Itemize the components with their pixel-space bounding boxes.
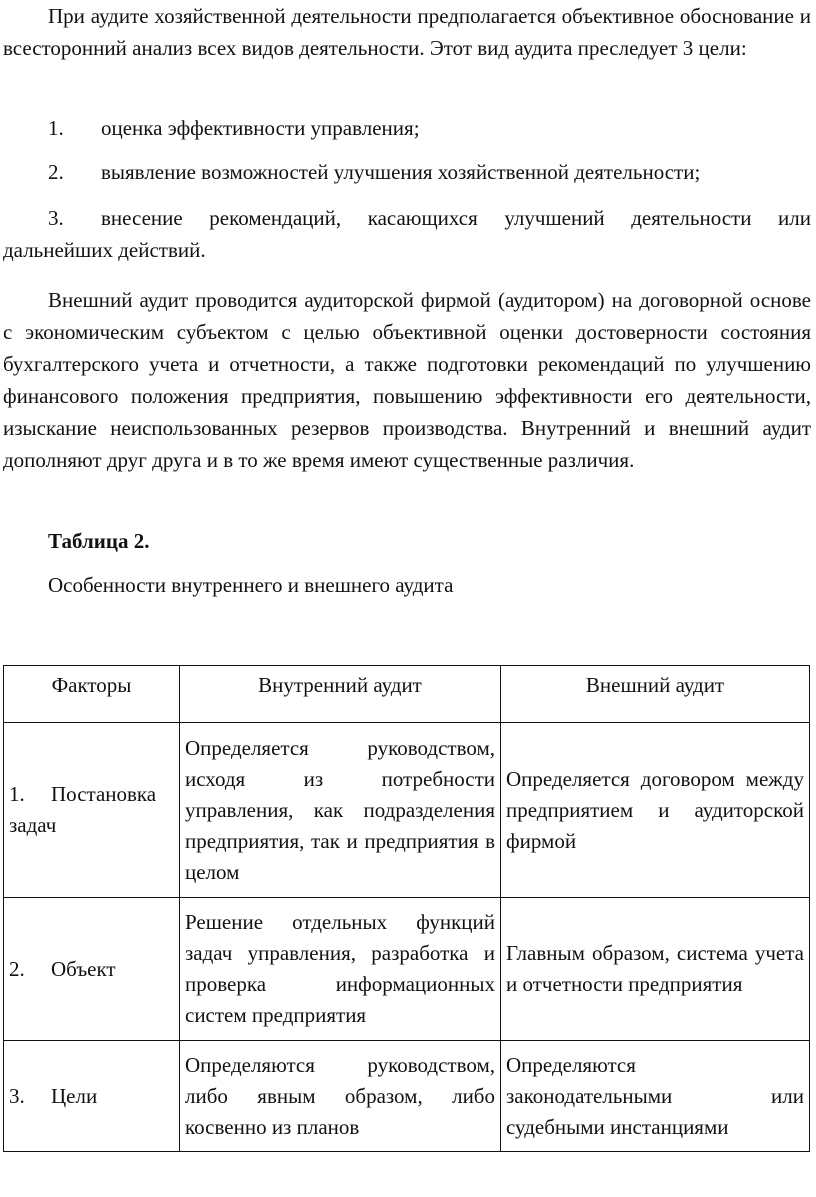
goal-item-3: [3, 202, 811, 266]
goal-text: внесение рекомендаций, касающихся улучшений деятельности или дальнейших действий.: [3, 206, 811, 262]
goal-text: выявление возможностей улучшения хозяйственной деятельности;: [101, 160, 701, 184]
header-factors: Факторы: [4, 666, 180, 723]
external-audit-paragraph: Внешний аудит проводится аудиторской фирмой (аудитором) на договорной основе с экономическим субъектом с целью объективной оценки достоверности состояния бухгалтерского учета и отчетности, а также подготовки рекомендаций по улучшению финансового положения предприятия, повышению эффективности его деятельности, изыскание неиспользованных резервов производства. Внутренний и внешний аудит дополняют друг друга и в то же время имеют существенные различия.: [3, 288, 811, 472]
header-external-audit: Внешний аудит: [501, 666, 810, 723]
table-row: [4, 723, 810, 898]
external-audit-cell: Определяется договором между предприятием и аудиторской фирмой: [501, 723, 810, 898]
audit-comparison-table: [3, 665, 810, 1152]
factor-number: 1.: [9, 782, 25, 806]
external-audit-cell: Главным образом, система учета и отчетности предприятия: [501, 898, 810, 1041]
goal-item-1: [3, 112, 811, 144]
factor-cell: [4, 723, 180, 898]
factor-label: Цели: [51, 1083, 98, 1108]
goal-number: 3.: [48, 206, 64, 230]
header-internal-audit: Внутренний аудит: [180, 666, 501, 723]
goal-item-2: [3, 156, 811, 188]
table-header-row: [4, 666, 810, 723]
table-row: [4, 898, 810, 1041]
goal-text: оценка эффективности управления;: [101, 116, 420, 140]
internal-audit-cell: Решение отдельных функций задач управления, разработка и проверка информационных систем предприятия: [180, 898, 501, 1041]
table-title: Таблица 2.: [48, 529, 150, 553]
factor-label: Постановка задач: [9, 782, 157, 837]
internal-audit-cell: Определяется руководством, исходя из потребности управления, как подразделения предприятия, так и предприятия в целом: [180, 723, 501, 898]
internal-audit-cell: Определяются руководством, либо явным образом, либо косвенно из планов: [180, 1041, 501, 1152]
factor-number: 2.: [9, 956, 25, 981]
external-audit-cell: Определяются законодательными или судебными инстанциями: [501, 1041, 810, 1152]
goal-number: 2.: [48, 160, 64, 184]
factor-number: 3.: [9, 1083, 25, 1108]
table-caption: Особенности внутреннего и внешнего аудита: [48, 573, 454, 597]
factor-cell: [4, 898, 180, 1041]
table-row: [4, 1041, 810, 1152]
factor-cell: [4, 1041, 180, 1152]
goal-number: 1.: [48, 116, 64, 140]
intro-paragraph: При аудите хозяйственной деятельности предполагается объективное обоснование и всесторонний анализ всех видов деятельности. Этот вид аудита преследует 3 цели:: [3, 4, 811, 60]
factor-label: Объект: [51, 956, 116, 981]
